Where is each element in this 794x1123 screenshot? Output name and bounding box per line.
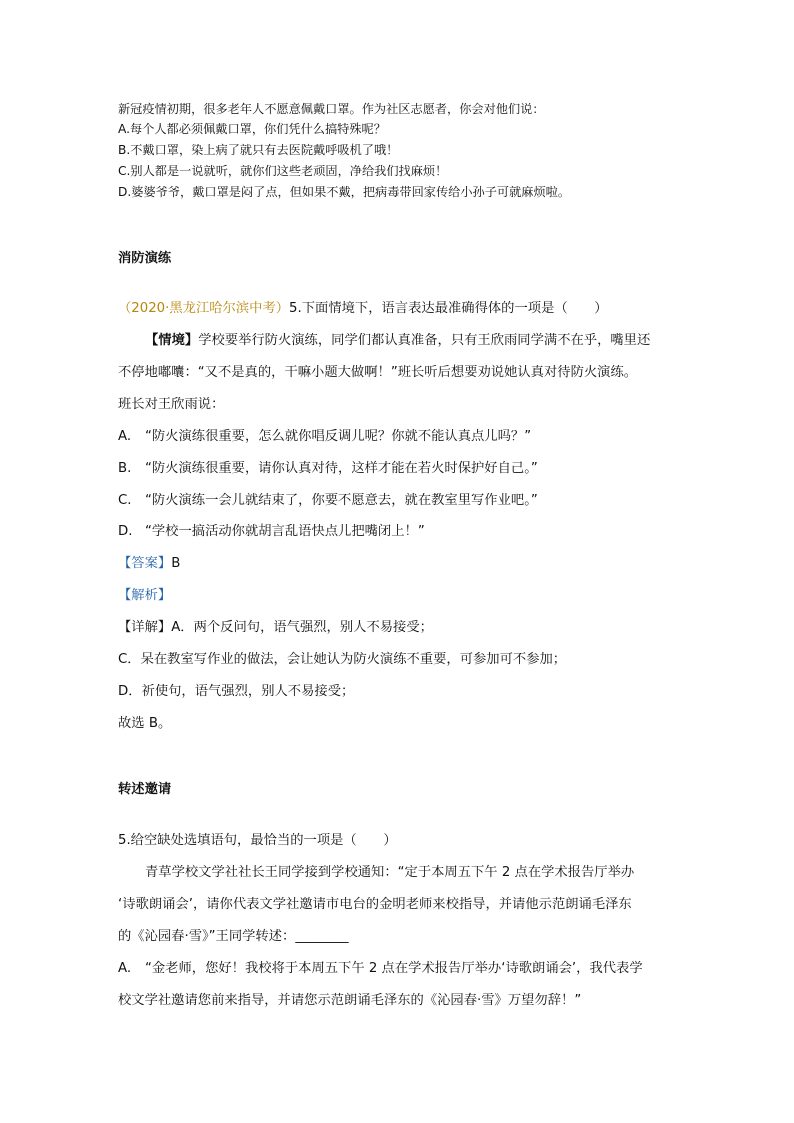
detail-tag: 【详解】 [118, 620, 172, 635]
q2-option-d: D. “学校一搞活动你就胡言乱语快点儿把嘴闭上！” [118, 524, 425, 539]
q2-option-b: B. “防火演练很重要，请你认真对待，这样才能在若火时保护好自己。” [118, 461, 538, 476]
q2-detail-line-3: D．祈使句，语气强烈，别人不易接受； [118, 684, 355, 699]
q3-option-a-line-1: A. “金老师，您好！我校将于本周五下午 2 点在学术报告厅举办‘诗歌朗诵会’，我代表学 [118, 961, 643, 976]
q2-context-line-1 [145, 329, 650, 348]
q2-context-text-1: 学校要举行防火演练，同学们都认真准备，只有王欣雨同学满不在乎，嘴里还 [198, 333, 651, 348]
q2-source: （2020·黑龙江哈尔滨中考） [118, 301, 290, 316]
section-heading-relay-invitation: 转述邀请 [118, 782, 172, 797]
q1-option-c: C.别人都是一说就听，就你们这些老顽固，净给我们找麻烦！ [118, 164, 448, 178]
q3-stem: 5.给空缺处选填语句，最恰当的一项是（ ） [118, 833, 397, 848]
q2-context-line-2: 不停地嘟囔：“又不是真的，干嘛小题大做啊！”班长听后想要劝说她认真对待防火演练。 [118, 365, 638, 380]
q2-context-line-3: 班长对王欣雨说： [118, 397, 225, 412]
q1-option-a: A.每个人都必须佩戴口罩，你们凭什么搞特殊呢？ [118, 122, 386, 136]
q2-stem-line [118, 297, 608, 316]
q1-option-b: B.不戴口罩，染上病了就只有去医院戴呼吸机了哦！ [118, 143, 399, 157]
q3-passage-line-2: ‘诗歌朗诵会’，请你代表文学社邀请市电台的金明老师来校指导，并请他示范朗诵毛泽东 [118, 897, 632, 912]
q3-option-a-line-2: 校文学社邀请您前来指导，并请您示范朗诵毛泽东的《沁园春·雪》万望勿辞！” [118, 993, 582, 1008]
q2-option-a: A. “防火演练很重要，怎么就你唱反调儿呢？你就不能认真点儿吗？” [118, 429, 532, 444]
q2-conclusion: 故选 B。 [118, 716, 172, 731]
section-heading-fire-drill: 消防演练 [118, 251, 172, 266]
q2-detail-line-2: C．呆在教室写作业的做法，会让她认为防火演练不重要，可参加可不参加； [118, 652, 567, 667]
q1-stem: 新冠疫情初期，很多老年人不愿意佩戴口罩。作为社区志愿者，你会对他们说： [118, 102, 545, 116]
q2-option-c: C. “防火演练一会儿就结束了，你要不愿意去，就在教室里写作业吧。” [118, 493, 538, 508]
q2-context-tag: 【情境】 [145, 333, 199, 348]
analysis-tag: 【解析】 [118, 588, 172, 603]
answer-value: B [171, 556, 181, 571]
q1-option-d: D.婆婆爷爷，戴口罩是闷了点，但如果不戴，把病毒带回家传给小孙子可就麻烦啦。 [118, 185, 571, 199]
q2-stem: 5.下面情境下，语言表达最准确得体的一项是（ ） [289, 301, 608, 316]
q3-passage-line-3: 的《沁园春·雪》”王同学转述：________ [118, 929, 349, 944]
q2-answer-line [118, 552, 180, 571]
q3-passage-line-1: 青草学校文学社社长王同学接到学校通知：“定于本周五下午 2 点在学术报告厅举办 [145, 865, 635, 880]
q2-detail-line-1: 【详解】A．两个反问句，语气强烈，别人不易接受； [118, 620, 433, 635]
answer-tag: 【答案】 [118, 556, 172, 571]
